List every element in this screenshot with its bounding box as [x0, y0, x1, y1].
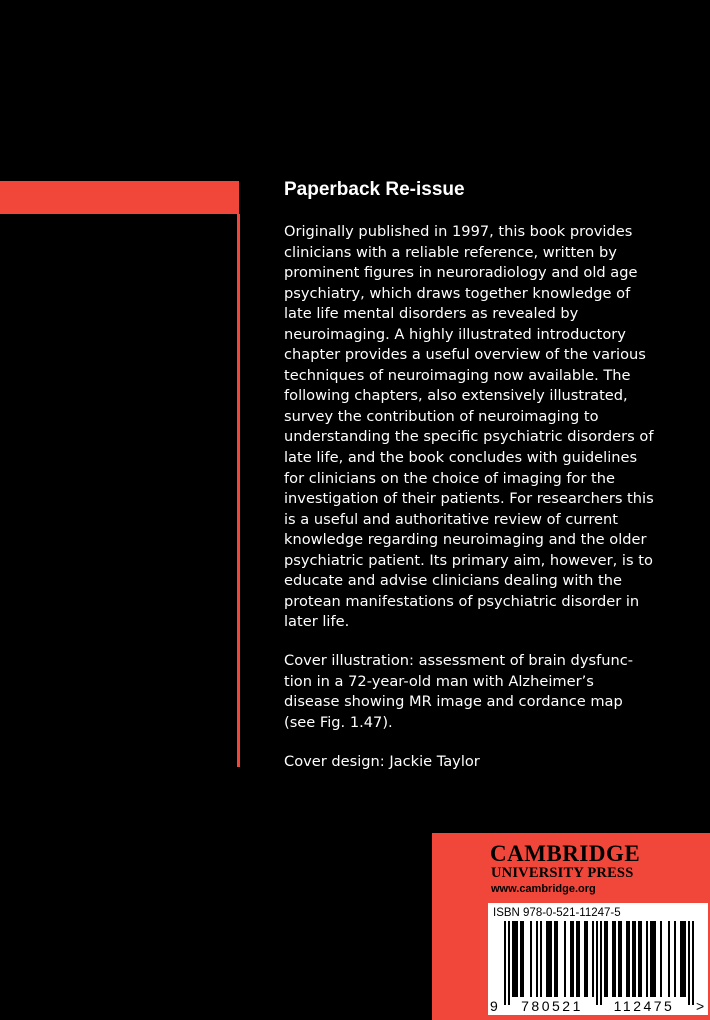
credit-line: Cover illustration: assessment of brain dysfunc-	[284, 652, 633, 669]
barcode-bar	[586, 921, 588, 997]
barcode-bar	[554, 921, 556, 997]
cover-design-credit	[284, 752, 480, 773]
description-line: late life, and the book concludes with guidelines	[284, 449, 638, 467]
barcode-bar	[578, 921, 580, 997]
barcode-quiet-mark: >	[696, 998, 705, 1014]
barcode-bar	[564, 921, 566, 997]
barcode-bar	[584, 921, 586, 997]
barcode-bar	[536, 921, 538, 997]
barcode-bar	[620, 921, 622, 997]
barcode-digit-first: 9	[490, 998, 498, 1014]
description-line: following chapters, also extensively illustrated,	[284, 387, 628, 405]
isbn-label: ISBN 978-0-521-11247-5	[493, 907, 621, 919]
barcode-digits-left: 780521	[521, 998, 583, 1014]
credit-line: Cover design: Jackie Taylor	[284, 753, 480, 770]
barcode-bar	[684, 921, 686, 997]
barcode-bar	[522, 921, 524, 997]
description-line: late life mental disorders as revealed by	[284, 305, 579, 323]
barcode-bar	[628, 921, 630, 997]
barcode-bar	[572, 921, 574, 997]
section-heading: Paperback Re-issue	[284, 179, 465, 200]
barcode-bar	[626, 921, 628, 997]
barcode-bar	[614, 921, 616, 997]
barcode-bar	[680, 921, 682, 997]
description-line: techniques of neuroimaging now available. The	[284, 366, 631, 384]
barcode-bar	[596, 921, 598, 1005]
description-line: psychiatry, which draws together knowledge of	[284, 284, 631, 302]
barcode-bar	[550, 921, 552, 997]
description-line: chapter provides a useful overview of the various	[284, 346, 646, 364]
barcode-bar	[512, 921, 514, 997]
description-line: later life.	[284, 613, 350, 631]
accent-vertical-rule	[237, 214, 240, 767]
credit-line: tion in a 72-year-old man with Alzheimer’s	[284, 672, 594, 690]
publisher-panel	[432, 833, 710, 1020]
barcode-bar	[682, 921, 684, 997]
description-line: for clinicians on the choice of imaging for the	[284, 469, 616, 487]
barcode-bar	[546, 921, 548, 997]
accent-bar	[0, 181, 239, 214]
publisher-subtitle: UNIVERSITY PRESS	[491, 865, 634, 881]
barcode-bar	[520, 921, 522, 997]
description-line: investigation of their patients. For researchers this	[284, 490, 654, 508]
barcode-digits-right: 112475	[613, 998, 675, 1014]
barcode-bar	[592, 921, 594, 997]
book-description	[284, 222, 654, 633]
description-line: knowledge regarding neuroimaging and the older	[284, 531, 647, 549]
publisher-url: www.cambridge.org	[491, 883, 596, 895]
barcode-bar	[508, 921, 510, 1005]
barcode-bar	[692, 921, 694, 1005]
description-line: understanding the specific psychiatric disorders of	[284, 428, 654, 446]
barcode-bar	[540, 921, 542, 997]
description-line: prominent figures in neuroradiology and old age	[284, 264, 638, 282]
barcode-bar	[654, 921, 656, 997]
barcode-bar	[668, 921, 670, 997]
barcode-bar	[504, 921, 506, 1005]
description-line: educate and advise clinicians dealing with the	[284, 572, 622, 590]
barcode-bar	[516, 921, 518, 997]
barcode-bar	[576, 921, 578, 997]
barcode-bar	[652, 921, 654, 997]
barcode-bar	[660, 921, 662, 997]
barcode-bar	[618, 921, 620, 997]
barcode-bar	[638, 921, 640, 997]
credit-line: disease showing MR image and cordance map	[284, 693, 623, 711]
barcode-bar	[632, 921, 634, 997]
credit-line: (see Fig. 1.47).	[284, 713, 393, 731]
description-line: survey the contribution of neuroimaging to	[284, 407, 599, 425]
barcode-bar	[640, 921, 642, 997]
description-line: is a useful and authoritative review of current	[284, 510, 618, 528]
description-line: neuroimaging. A highly illustrated introductory	[284, 325, 626, 343]
barcode-bar	[530, 921, 532, 997]
barcode-bar	[606, 921, 608, 997]
description-line: Originally published in 1997, this book provides	[284, 223, 633, 240]
barcode-bars	[504, 921, 694, 1005]
barcode-bar	[612, 921, 614, 997]
description-line: clinicians with a reliable reference, written by	[284, 243, 617, 261]
publisher-name: CAMBRIDGE	[490, 841, 641, 866]
barcode-panel	[488, 903, 708, 1015]
barcode-bar	[646, 921, 648, 997]
cover-illustration-credit	[284, 651, 633, 733]
description-line: protean manifestations of psychiatric disorder in	[284, 592, 640, 610]
barcode-bar	[600, 921, 602, 1005]
barcode-bar	[570, 921, 572, 997]
description-line: psychiatric patient. Its primary aim, however, is to	[284, 551, 653, 569]
barcode-bar	[548, 921, 550, 997]
barcode-bar	[650, 921, 652, 997]
barcode-bar	[674, 921, 676, 997]
barcode-bar	[556, 921, 558, 997]
barcode-bar	[634, 921, 636, 997]
barcode-bar	[604, 921, 606, 997]
barcode-bar	[514, 921, 516, 997]
barcode-bar	[688, 921, 690, 1005]
